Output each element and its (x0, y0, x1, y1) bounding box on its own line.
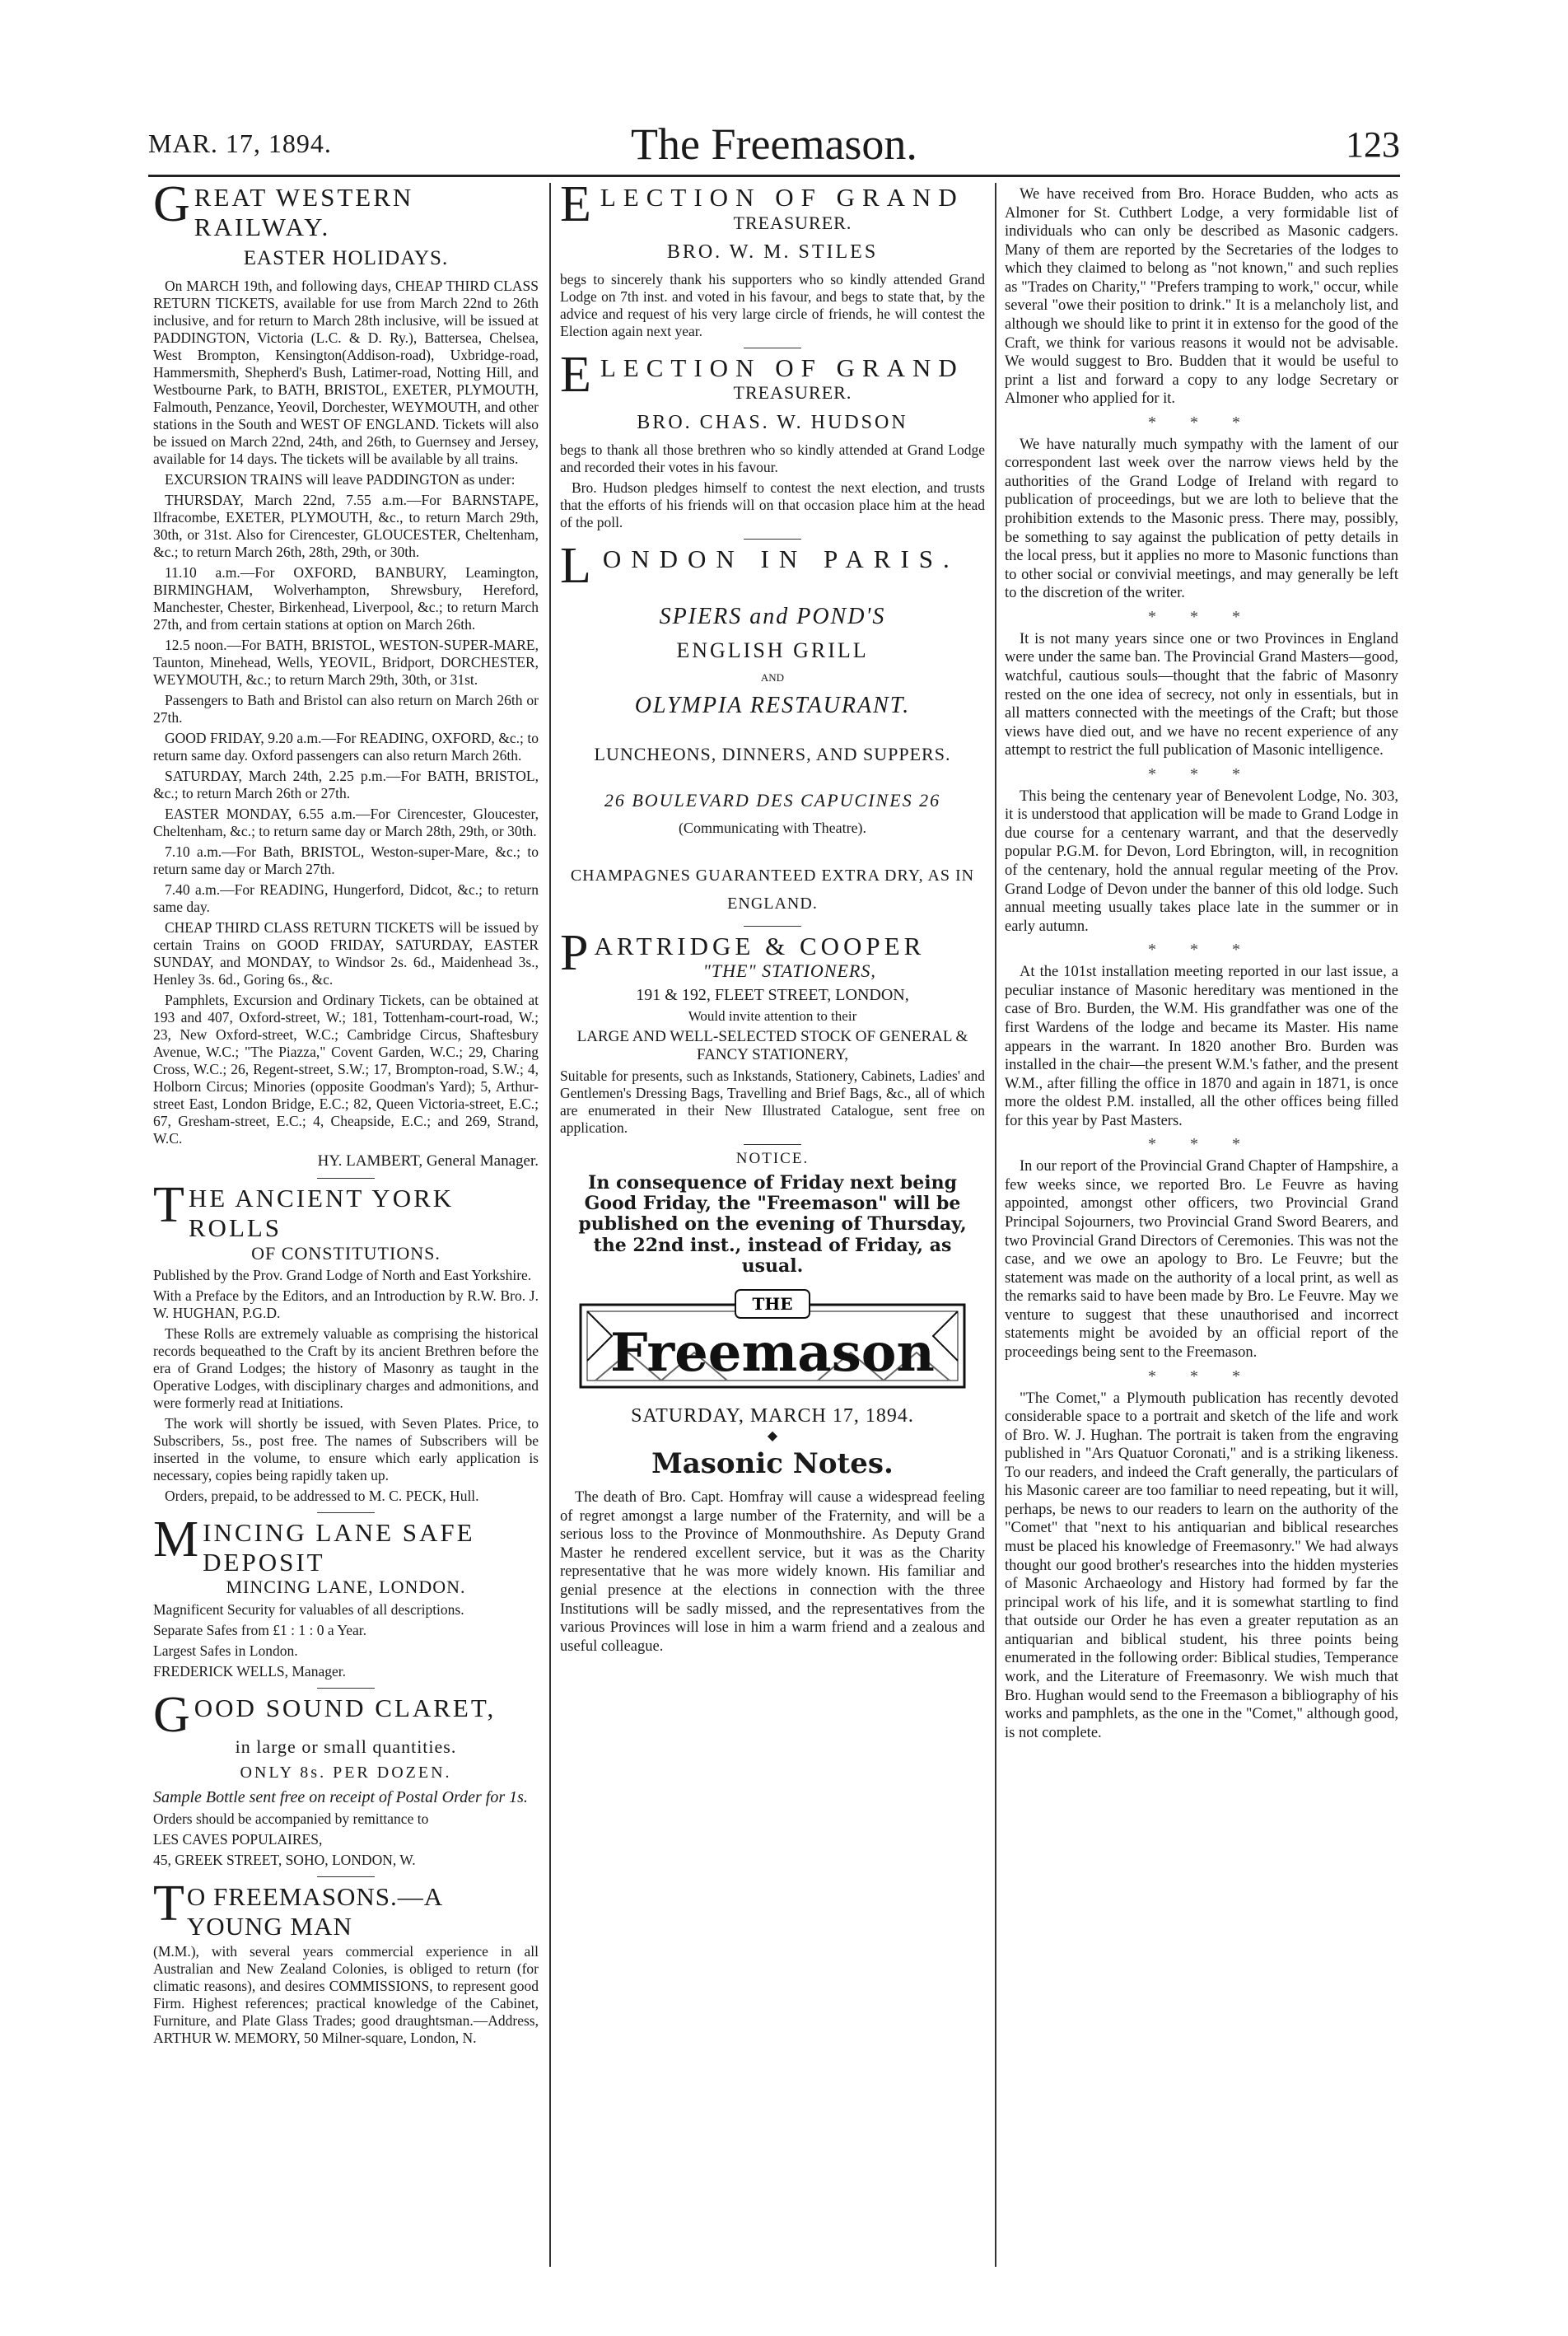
mincing-lane-advert (153, 1511, 539, 1680)
section-separator: * * * (1148, 764, 1255, 783)
masthead-name: Freemason (610, 1322, 935, 1385)
masthead-ornament (579, 1287, 966, 1399)
notice-title: NOTICE. (735, 1149, 810, 1167)
paris-line: ENGLISH GRILL (676, 638, 869, 662)
freemasons-title: T O FREEMASONS.—A YOUNG MAN (153, 1876, 442, 1941)
paris-line: LUNCHEONS, DINNERS, AND SUPPERS. (594, 743, 951, 764)
newspaper-title: The Freemason. (631, 119, 917, 169)
masonic-notes-body: The death of Bro. Capt. Homfray will cause a widespread feeling of regret amongst a large number of the Fraternity, and will be a serious loss to the Province of Monmouthshire. As Deputy Grand Master he rendered excellent service, but it was as the Charity representative that he was more widely known. His familiar and genial presence at the elections in connection with the three Institutions will be sadly missed, and the representatives from the various Provinces will lose in him a warm friend and a zealous and useful colleague. (560, 1489, 985, 1655)
divider (317, 1688, 375, 1689)
article-para: It is not many years since one or two Provinces in England were under the same ban. The Provincial Grand Masters—good, watchful, cautious souls—thought that the fabric of Masonry rested on the one idea of secrecy, not only in essentials, but in all matters connected with the meetings of the Craft; but those views have died out, and we have no recent experience of any attempt to restrict the full publication of Masonic intelligence. (1005, 630, 1398, 759)
section-separator: * * * (1148, 1367, 1255, 1385)
column-divider (995, 183, 996, 2267)
york-publisher: Published by the Prov. Grand Lodge of North and East Yorkshire. (153, 1266, 532, 1283)
gwr-para: EASTER MONDAY, 6.55 a.m.—For Cirencester, Gloucester, Cheltenham, &c.; to return same day or March 28th, 29th, or 30th. (153, 806, 539, 840)
article-para: We have naturally much sympathy with the lament of our correspondent last week over the narrow views held by the authorities of the Grand Lodge of Ireland with regard to publication of proceedings, but we are loth to believe that the prohibition extends to the Masonic press. There may, possibly, be something to say against the publication of petty details in the local press, but it applies no more to Masonic functions than to other social or convivial meetings, and may generally be left to the discretion of the writer. (1005, 436, 1398, 602)
claret-address: LES CAVES POPULAIRES, (153, 1831, 323, 1848)
notice-body: In consequence of Friday next being Good Friday, the "Freemason" will be published on the evening of Thursday, the 22nd inst., instead of Friday, as usual. (578, 1171, 967, 1277)
claret-advert (153, 1686, 539, 1869)
gwr-title: GREAT WESTERN RAILWAY. (153, 183, 414, 241)
paris-line: OLYMPIA RESTAURANT. (634, 692, 911, 718)
gwr-para: GOOD FRIDAY, 9.20 a.m.—For READING, OXFORD, &c.; to return same day. Oxford passengers can also return March 26th. (153, 730, 539, 764)
column-1 (153, 183, 539, 2054)
masthead-date: SATURDAY, MARCH 17, 1894. (631, 1405, 914, 1427)
article-para: "The Comet," a Plymouth publication has recently devoted considerable space to a portrait and sketch of the life and work of Bro. W. J. Hughan. The portrait is taken from the engraving published in "Ars Quatuor Coronati," and is a striking likeness. To our readers, and indeed the Craft generally, the particulars of his Masonic career are too familiar to need repeating, but it will, perhaps, be news to our readers to learn on the authority of the "Comet" that "next to his antiquarian and biblical researches must be placed his knowledge of Freemasonry." We had always thought our good brother's researches into the hidden mysteries of Masonic Archaeology and History had formed by far the principal work of his life, and it is somewhat startling to find that outside our Order he has even a greater reputation as an antiquarian and biblical student, his three points being enumerated in the following order: Biblical studies, Temperance work, and the Literature of Freemasonry. We wish much that Bro. Hughan would send to the Freemason a bibliography of his works and pamphlets, as the one in the "Comet," although good, is not complete. (1005, 1390, 1398, 1741)
paris-title: LONDON IN PARIS. (560, 537, 959, 594)
divider (744, 1144, 801, 1145)
mincing-subtitle: MINCING LANE, LONDON. (226, 1577, 466, 1598)
gwr-para: SATURDAY, March 24th, 2.25 p.m.—For BATH, BRISTOL, &c.; to return March 26th or 27th. (153, 768, 539, 802)
york-para: Orders, prepaid, to be addressed to M. C. PECK, Hull. (165, 1487, 479, 1504)
divider (317, 1876, 375, 1877)
freemason-masthead (579, 1287, 966, 1399)
hudson-subtitle: TREASURER. (733, 382, 852, 404)
column-3 (1005, 183, 1398, 1747)
column-divider (549, 183, 551, 2267)
header-rule (148, 175, 1400, 177)
mincing-line: Separate Safes from £1 : 1 : 0 a Year. (153, 1621, 367, 1638)
gwr-para: Passengers to Bath and Bristol can also return on March 26th or 27th. (153, 692, 539, 726)
partridge-address: 191 & 192, FLEET STREET, LONDON, (636, 985, 909, 1004)
gwr-subtitle: EASTER HOLIDAYS. (243, 247, 449, 270)
stiles-election-advert (560, 183, 985, 340)
gwr-para: 7.10 a.m.—For Bath, BRISTOL, Weston-super-Mare, &c.; to return same day or March 27th. (153, 843, 539, 878)
diamond-separator: ◆ (767, 1429, 778, 1444)
article-para: We have received from Bro. Horace Budden, who acts as Almoner for St. Cuthbert Lodge, a very formidable list of individuals who can only be described as Masonic cadgers. Many of them are reported by the Secretaries of the lodges to which they claimed to belong as "not known," and such replies as "Trades on Charity," "Prefers tramping to work," occur, while several "owe their position to drink." It is a melancholy list, and although we should like to print it in extenso for the good of the Craft, we think for various reasons it would not be advisable. We would suggest to Bro. Budden that it would be useful to print a list and forward a copy to any lodge Secretary or Almoner who applied for it. (1005, 186, 1398, 408)
partridge-invite: Would invite attention to their (688, 1007, 857, 1024)
stiles-name: BRO. W. M. STILES (666, 241, 879, 264)
gwr-para: 12.5 noon.—For BATH, BRISTOL, WESTON-SUPER-MARE, Taunton, Minehead, Wells, YEOVIL, Bridport, DORCHESTER, WEYMOUTH, &c.; to return March 29th, 30th, or 31st. (153, 637, 539, 689)
gwr-para: CHEAP THIRD CLASS RETURN TICKETS will be issued by certain Trains on GOOD FRIDAY, SATURDAY, EASTER SUNDAY, and MONDAY, to Windsor 2s. 6d., Maidenhead 3s., Henley 3s. 6d., Goring 6s., &c. (153, 919, 539, 988)
gwr-advert (153, 183, 539, 1170)
york-para: The work will shortly be issued, with Seven Plates. Price, to Subscribers, 5s., post free. The names of Subscribers will be inserted in the volume, to ensure which early application is necessary, copies being rapidly taken up. (153, 1414, 539, 1483)
divider (317, 1512, 375, 1513)
hudson-title: ELECTION OF GRAND (560, 346, 964, 403)
gwr-para: Pamphlets, Excursion and Ordinary Tickets, can be obtained at 193 and 407, Oxford-street, W.; 181, Tottenham-court-road, W.; 23, New Oxford-street, W.C.; Cambridge Circus, Shaftesbury Avenue, W.C.; "The Piazza," Covent Garden, W.C.; 29, Charing Cross, W.C.; 26, Regent-street, S.W.; 17, Brompton-road, S.W.; 4, Holborn Circus; Minories (opposite Goodman's Yard); 5, Arthur-street East, London Bridge, E.C.; 82, Queen Victoria-street, E.C.; 67, Gresham-street, E.C.; 4, Cheapside, E.C.; and 269, Strand, W.C. (153, 992, 539, 1147)
gwr-para: On MARCH 19th, and following days, CHEAP THIRD CLASS RETURN TICKETS, available for use from March 22nd to 26th inclusive, and for return to March 28th inclusive, will be issued at PADDINGTON, Victoria (L.C. & D. Ry.), Battersea, Chelsea, West Brompton, Kensington(Addison-road), Uxbridge-road, Hammersmith, Shepherd's Bush, Latimer-road, Notting Hill, and Westbourne Park, to BATH, BRISTOL, EXETER, PLYMOUTH, Falmouth, Penzance, Yeovil, Dorchester, WEYMOUTH, and other stations in the South and WEST OF ENGLAND. Tickets will also be issued on March 22nd, 24th, and 26th, to Guernsey and Jersey, available for 14 days. The tickets will be available by all trains. (153, 278, 539, 468)
section-separator: * * * (1148, 413, 1255, 432)
mincing-title: MINCING LANE SAFE DEPOSIT (153, 1511, 475, 1577)
article-para: At the 101st installation meeting reported in our last issue, a peculiar instance of Masonic hereditary was mentioned in the case of Bro. Burden, the W.M. His grandfather was one of the first Wardens of the lodge and became its Master. His name appears in the warrant. In 1820 another Bro. Burden was installed in the chair—the present W.M.'s father, and the present W.M., after filling the office in 1870 and again in 1871, is once more the oldest P.M. installed, all the other offices being filled for this year by Past Masters. (1005, 964, 1398, 1129)
masonic-notes (560, 1447, 985, 1656)
claret-sample: Sample Bottle sent free on receipt of Postal Order for 1s. (153, 1788, 528, 1807)
section-separator: * * * (1148, 1135, 1255, 1154)
hudson-name: BRO. CHAS. W. HUDSON (637, 411, 908, 433)
page-header (148, 119, 1400, 169)
stiles-title: ELECTION OF GRAND (560, 183, 964, 232)
paris-line: 26 BOULEVARD DES CAPUCINES 26 (604, 789, 941, 811)
gwr-para: THURSDAY, March 22nd, 7.55 a.m.—For BARNSTAPE, Ilfracombe, EXETER, PLYMOUTH, &c., to return March 29th, 30th, or 31st. Also for Cirencester, GLOUCESTER, Cheltenham, &c.; to return March 26th, 28th, 29th, or 30th. (153, 492, 539, 561)
york-rolls-advert (153, 1177, 539, 1505)
divider (317, 1178, 375, 1179)
claret-subtitle: in large or small quantities. (235, 1736, 457, 1757)
masthead-the: THE (752, 1294, 793, 1315)
york-preface: With a Preface by the Editors, and an Introduction by R.W. Bro. J. W. HUGHAN, P.G.D. (153, 1287, 539, 1321)
york-title: THE ANCIENT YORK ROLLS (153, 1177, 455, 1242)
partridge-stock: LARGE AND WELL-SELECTED STOCK OF GENERAL & FANCY STATIONERY, (576, 1027, 968, 1063)
partridge-subtitle: "THE" STATIONERS, (702, 960, 876, 982)
york-subtitle: OF CONSTITUTIONS. (251, 1242, 441, 1264)
claret-address: 45, GREEK STREET, SOHO, LONDON, W. (153, 1852, 416, 1869)
paris-line: CHAMPAGNES GUARANTEED EXTRA DRY, AS IN ENGLAND. (570, 866, 975, 913)
mincing-line: FREDERICK WELLS, Manager. (153, 1662, 346, 1680)
gwr-signature: HY. LAMBERT, General Manager. (317, 1152, 539, 1170)
claret-title: GOOD SOUND CLARET, (153, 1686, 497, 1743)
column-2 (560, 183, 985, 1663)
masonic-notes-title: Masonic Notes. (651, 1447, 894, 1481)
stiles-body: begs to sincerely thank his supporters who so kindly attended Grand Lodge on 7th inst. and voted in his favour, and begs to state that, by the advice and request of his very large circle of friends, he will contest the Election again next year. (560, 270, 985, 339)
claret-price: ONLY 8s. PER DOZEN. (240, 1764, 452, 1782)
article-para: This being the centenary year of Benevolent Lodge, No. 303, it is understood that application will be made to Grand Lodge in due course for a centenary warrant, and that the deservedly popular P.G.M. for Devon, Lord Ebrington, will, in recognition of the centenary, hold the annual regular meeting of the Prov. Grand Lodge of Devon under the banner of this old lodge. Such annual meeting usually takes place late in the summer or in early autumn. (1005, 787, 1398, 935)
gwr-para: EXCURSION TRAINS will leave PADDINGTON as under: (165, 471, 516, 488)
paris-line: SPIERS and POND'S (659, 603, 886, 629)
claret-orders: Orders should be accompanied by remittance to (153, 1810, 429, 1828)
partridge-cooper-advert (560, 924, 985, 1137)
freemasons-body: (M.M.), with several years commercial experience in all Australian and New Zealand Colonies, is obliged to return (for climatic reasons), and desires COMMISSIONS, to represent good Firm. Highest references; practical knowledge of the Cabinet, Furniture, and Plate Glass Trades; good draughtsman.—Address, ARTHUR W. MEMORY, 50 Milner-square, London, N. (153, 1943, 539, 2047)
freemasons-advert (153, 1876, 539, 2047)
paris-line: (Communicating with Theatre). (678, 819, 867, 836)
page-number: 123 (1346, 124, 1400, 165)
hudson-body: Bro. Hudson pledges himself to contest the next election, and trusts that the efforts of his friends will on that occasion place him at the head of the poll. (560, 479, 985, 530)
hudson-election-advert (560, 346, 985, 531)
divider (744, 539, 801, 540)
stiles-subtitle: TREASURER. (733, 212, 852, 233)
partridge-title: PARTRIDGE & COOPER (560, 924, 926, 981)
notice (560, 1150, 985, 1277)
mincing-line: Magnificent Security for valuables of all descriptions. (153, 1600, 464, 1618)
mincing-line: Largest Safes in London. (153, 1642, 298, 1659)
london-in-paris-advert (560, 537, 985, 918)
gwr-para: 7.40 a.m.—For READING, Hungerford, Didcot, &c.; to return same day. (153, 881, 539, 916)
issue-date: MAR. 17, 1894. (148, 128, 332, 158)
article-para: In our report of the Provincial Grand Chapter of Hampshire, a few weeks since, we reported Bro. Le Feuvre as having appointed, amongst other officers, two Provincial Grand Principal Sojourners, two Provincial Grand Sword Bearers, and two Provincial Grand Directors of Ceremonies. This was not the case, and we owe an apology to Bro. Le Feuvre; but the statement was made on the authority of a local print, as well as the remarks said to have been made by Bro. Le Feuvre. May we venture to suggest that these unauthorised and incorrect statements might be avoided by an official report of the proceedings being sent to the Freemason. (1005, 1158, 1398, 1361)
divider (744, 926, 801, 927)
york-para: These Rolls are extremely valuable as comprising the historical records bequeathed to the Craft by its ancient Brethren before the era of Grand Lodges; the history of Masonry as taught in the Operative Lodges, with disciplinary charges and admonitions, and were formerly read at Initiations. (153, 1325, 539, 1411)
section-separator: * * * (1148, 607, 1255, 626)
section-separator: * * * (1148, 941, 1255, 960)
gwr-para: 11.10 a.m.—For OXFORD, BANBURY, Leamington, BIRMINGHAM, Wolverhampton, Shrewsbury, Hereford, Manchester, Chester, Birkenhead, Liverpool, &c.; to return March 27th, and from certain stations at option on March 26th. (153, 564, 539, 633)
hudson-body: begs to thank all those brethren who so kindly attended at Grand Lodge and recorded their votes in his favour. (560, 441, 985, 475)
paris-line: AND (760, 670, 785, 684)
partridge-body: Suitable for presents, such as Inkstands, Stationery, Cabinets, Ladies' and Gentlemen's Dressing Bags, Travelling and Brief Bags, &c., all of which are enumerated in their New Illustrated Catalogue, sent free on application. (560, 1067, 985, 1136)
